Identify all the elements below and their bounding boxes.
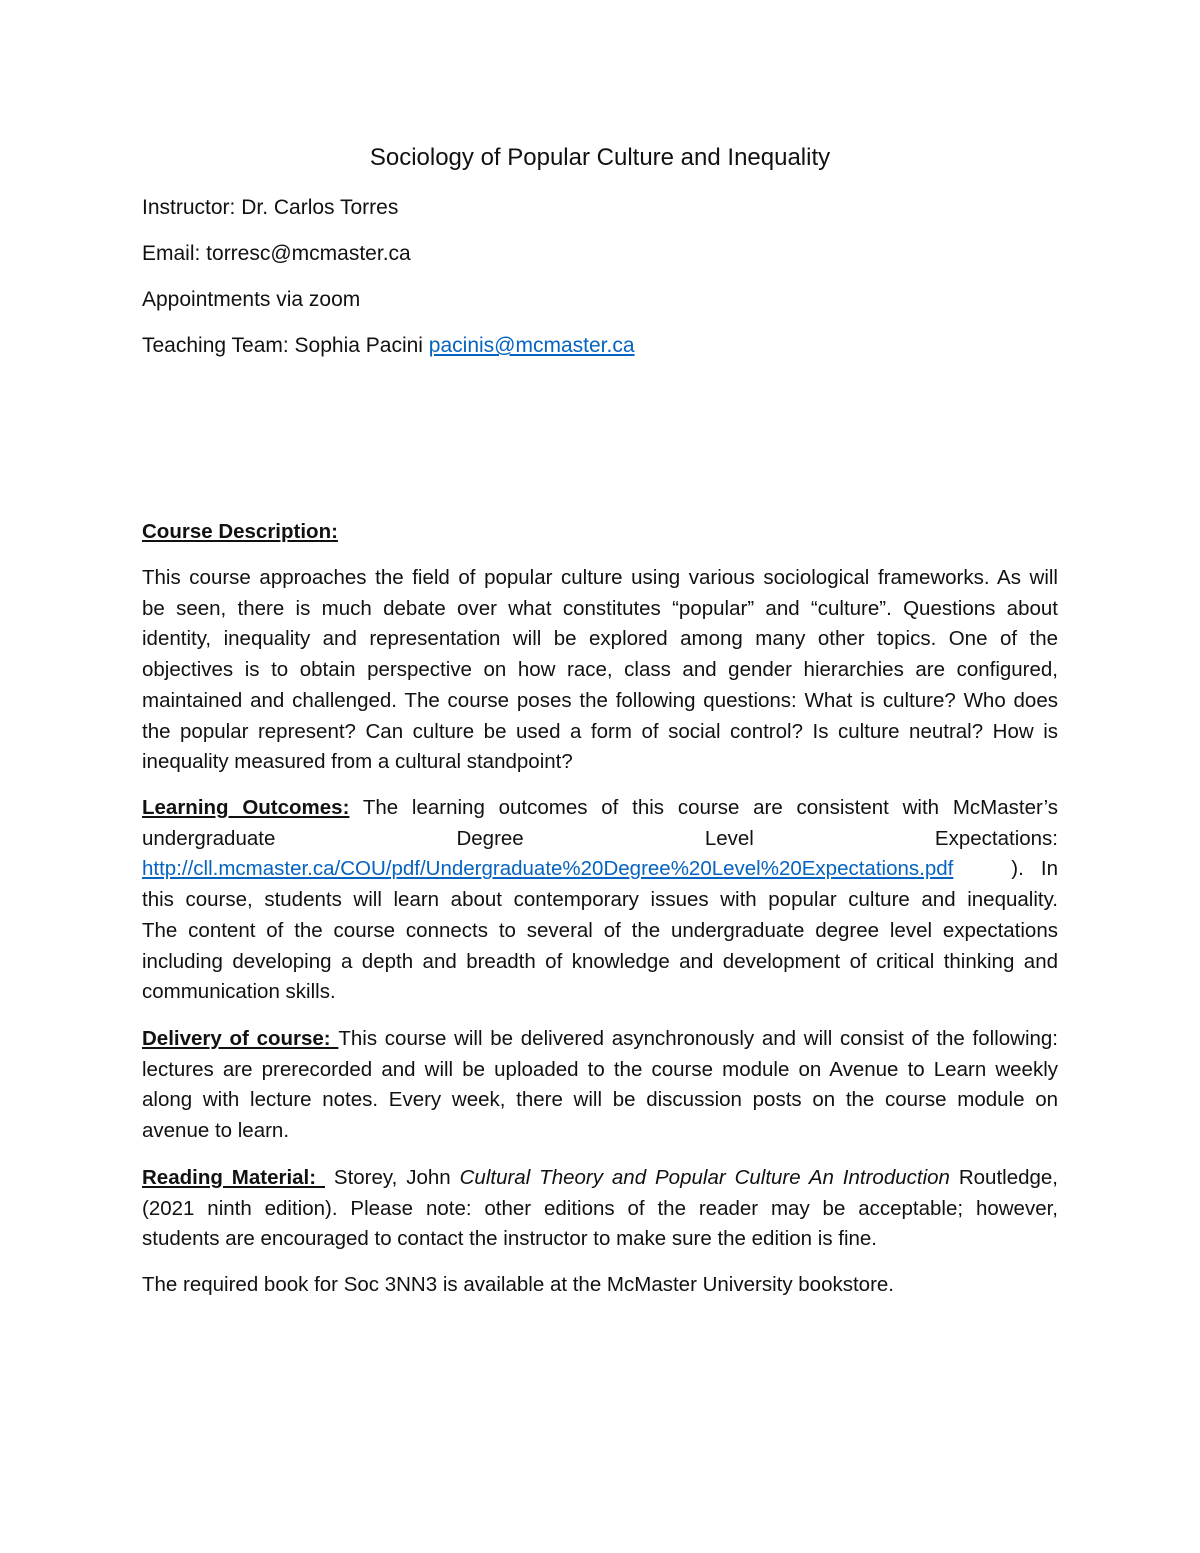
learning-outcomes-line — [142, 854, 1058, 885]
course-description-line: This course approaches the field of popular culture using various sociological frameworks. As will — [142, 566, 1058, 589]
teaching-team-label: Teaching Team: Sophia Pacini — [142, 334, 429, 357]
delivery-heading: Delivery of course: — [142, 1027, 339, 1050]
teaching-team-line — [142, 332, 635, 360]
course-description-line: objectives is to obtain perspective on how race, class and gender hierarchies are configured, — [142, 658, 1058, 682]
delivery-line: lectures are prerecorded and will be uploaded to the course module on Avenue to Learn weekly — [142, 1057, 1058, 1081]
bookstore-note: The required book for Soc 3NN3 is available at the McMaster University bookstore. — [142, 1273, 895, 1296]
reading-line: students are encouraged to contact the instructor to make sure the edition is fine. — [142, 1227, 878, 1251]
learning-outcomes-after-link: ). In — [1011, 857, 1058, 881]
learning-outcomes-line: this course, students will learn about contemporary issues with popular culture and inequality. — [142, 888, 1058, 912]
learning-outcomes-word: undergraduate — [142, 826, 276, 850]
reading-section — [142, 1163, 1058, 1255]
appointments-line: Appointments via zoom — [142, 288, 361, 311]
course-description-heading: Course Description: — [142, 520, 338, 543]
course-description-body — [142, 563, 1058, 778]
delivery-line: avenue to learn. — [142, 1119, 290, 1143]
degree-expectations-link[interactable]: http://cll.mcmaster.ca/COU/pdf/Undergraduate%20Degree%20Level%20Expectations.pdf — [142, 857, 954, 881]
learning-outcomes-word: Expectations: — [934, 826, 1058, 850]
reading-line: (2021 ninth edition). Please note: other editions of the reader may be acceptable; however, — [142, 1196, 1058, 1220]
course-description-line: be seen, there is much debate over what constitutes “popular” and “culture”. Questions about — [142, 596, 1058, 620]
learning-outcomes-section — [142, 793, 1058, 1008]
learning-outcomes-word: Level — [704, 826, 754, 850]
course-description-line: identity, inequality and representation will be explored among many other topics. One of the — [142, 627, 1058, 651]
learning-outcomes-heading: Learning Outcomes: — [142, 796, 350, 819]
teaching-team-email-link[interactable]: pacinis@mcmaster.ca — [428, 334, 635, 357]
reading-line — [142, 1163, 1058, 1194]
delivery-line — [142, 1024, 1058, 1055]
email-line: Email: torresc@mcmaster.ca — [142, 242, 411, 265]
delivery-line: along with lecture notes. Every week, there will be discussion posts on the course module on — [142, 1088, 1058, 1112]
instructor-line: Instructor: Dr. Carlos Torres — [142, 196, 399, 219]
learning-outcomes-line: including developing a depth and breadth of knowledge and development of critical thinking and — [142, 949, 1058, 973]
delivery-section — [142, 1024, 1058, 1147]
course-description-line: maintained and challenged. The course poses the following questions: What is culture? Who does — [142, 688, 1058, 712]
learning-outcomes-line — [142, 824, 1058, 855]
learning-outcomes-line — [142, 793, 1058, 824]
reading-author: Storey, John — [325, 1166, 460, 1189]
course-description-line: inequality measured from a cultural standpoint? — [142, 750, 573, 774]
course-description-heading-row — [142, 517, 1058, 548]
reading-heading: Reading Material: — [142, 1166, 325, 1189]
learning-outcomes-line: The content of the course connects to several of the undergraduate degree level expectations — [142, 918, 1058, 942]
course-description-line: the popular represent? Can culture be used a form of social control? Is culture neutral? How is — [142, 719, 1058, 743]
learning-outcomes-intro: The learning outcomes of this course are consistent with McMaster’s — [349, 796, 1059, 819]
delivery-intro: This course will be delivered asynchronously and will consist of the following: — [338, 1027, 1059, 1050]
reading-publisher: Routledge, — [949, 1166, 1059, 1189]
reading-book-title: Cultural Theory and Popular Culture An Introduction — [459, 1166, 950, 1189]
document-title: Sociology of Popular Culture and Inequality — [369, 144, 831, 171]
learning-outcomes-line: communication skills. — [142, 980, 336, 1004]
learning-outcomes-word: Degree — [456, 826, 524, 850]
